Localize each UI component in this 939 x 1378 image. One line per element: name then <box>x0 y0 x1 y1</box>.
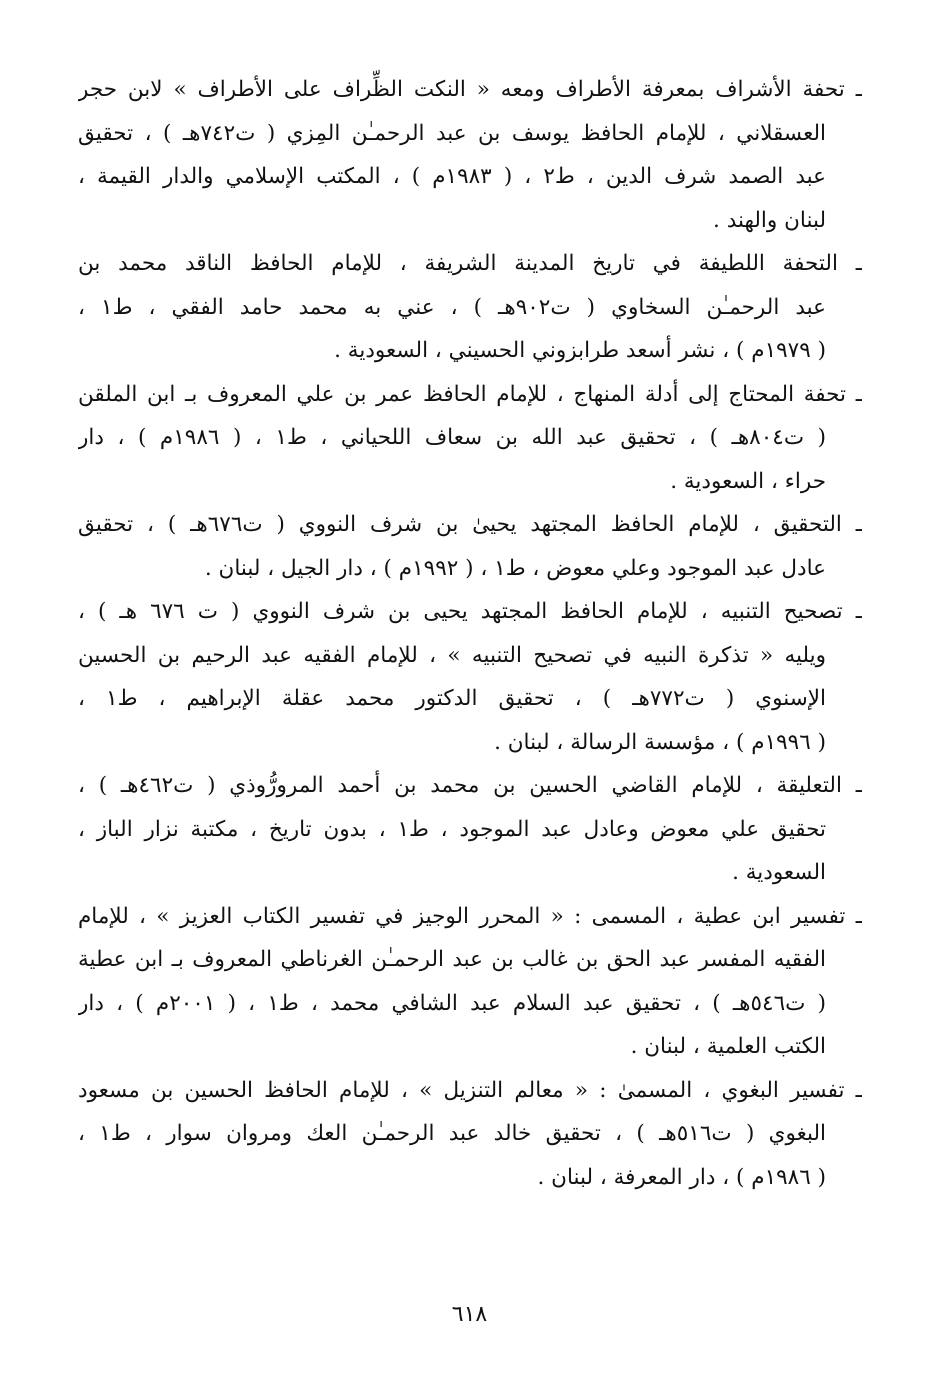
entry-title-line: ـ التحفة اللطيفة في تاريخ المدينة الشريفة ، للإمام الحافظ الناقد محمد بن <box>78 251 862 276</box>
entry-line: ( ت٥٤٦هـ ) ، تحقيق عبد السلام عبد الشافي محمد ، ط١ ، ( ٢٠٠١م ) ، دار <box>78 990 826 1016</box>
bibliography-entry <box>78 242 862 373</box>
bibliography-entry <box>78 503 862 590</box>
bibliography-list <box>78 68 862 1199</box>
entry-line: السعودية . <box>732 860 826 885</box>
entry-line: الكتب العلمية ، لبنان . <box>630 1034 826 1059</box>
entry-line: عادل عبد الموجود وعلي معوض ، ط١ ، ( ١٩٩٢م ) ، دار الجيل ، لبنان . <box>204 555 826 581</box>
entry-line: ويليه « تذكرة النبيه في تصحيح التنبيه » ، للإمام الفقيه عبد الرحيم بن الحسين <box>78 642 826 668</box>
entry-title-line: ـ تفسير البغوي ، المسمىٰ : « معالم التنزيل » ، للإمام الحافظ الحسين بن مسعود <box>78 1077 862 1103</box>
entry-title-line: ـ تفسير ابن عطية ، المسمى : « المحرر الوجيز في تفسير الكتاب العزيز » ، للإمام <box>78 903 862 929</box>
entry-title-line: ـ تحفة الأشراف بمعرفة الأطراف ومعه « النكت الظِّراف على الأطراف » لابن حجر <box>78 77 862 102</box>
bibliography-entry <box>78 68 862 242</box>
entry-line: الفقيه المفسر عبد الحق بن غالب بن عبد الرحمـٰن الغرناطي المعروف بـ ابن عطية <box>78 947 826 972</box>
bibliography-entry <box>78 590 862 764</box>
bibliography-entry <box>78 1069 862 1200</box>
bibliography-entry <box>78 764 862 895</box>
entry-title-line: ـ تصحيح التنبيه ، للإمام الحافظ المجتهد يحيى بن شرف النووي ( ت ٦٧٦ هـ ) ، <box>78 599 862 624</box>
entry-line: ( ١٩٧٩م ) ، نشر أسعد طرابزوني الحسيني ، السعودية . <box>334 338 826 363</box>
page-number: ٦١٨ <box>451 1302 488 1327</box>
entry-line: ( ت٨٠٤هـ ) ، تحقيق عبد الله بن سعاف اللحياني ، ط١ ، ( ١٩٨٦م ) ، دار <box>78 425 826 450</box>
entry-title-line: ـ التعليقة ، للإمام القاضي الحسين بن محمد بن أحمد المرورُّوذي ( ت٤٦٢هـ ) ، <box>78 773 862 798</box>
entry-line: الإسنوي ( ت٧٧٢هـ ) ، تحقيق الدكتور محمد عقلة الإبراهيم ، ط١ ، <box>78 686 826 711</box>
entry-line: تحقيق علي معوض وعادل عبد الموجود ، ط١ ، بدون تاريخ ، مكتبة نزار الباز ، <box>78 816 826 842</box>
entry-title-line: ـ تحفة المحتاج إلى أدلة المنهاج ، للإمام الحافظ عمر بن علي المعروف بـ ابن الملقن <box>78 381 862 407</box>
entry-line: العسقلاني ، للإمام الحافظ يوسف بن عبد الرحمـٰن المِزي ( ت٧٤٢هـ ) ، تحقيق <box>78 120 826 146</box>
entry-line: لبنان والهند . <box>713 207 826 233</box>
bibliography-entry <box>78 895 862 1069</box>
entry-line: البغوي ( ت٥١٦هـ ) ، تحقيق خالد عبد الرحمـٰن العك ومروان سوار ، ط١ ، <box>78 1121 826 1146</box>
entry-line: ( ١٩٨٦م ) ، دار المعرفة ، لبنان . <box>537 1164 826 1190</box>
entry-line: حراء ، السعودية . <box>670 468 826 494</box>
entry-title-line: ـ التحقيق ، للإمام الحافظ المجتهد يحيىٰ بن شرف النووي ( ت٦٧٦هـ ) ، تحقيق <box>78 512 862 537</box>
bibliography-entry <box>78 373 862 504</box>
entry-line: عبد الصمد شرف الدين ، ط٢ ، ( ١٩٨٣م ) ، المكتب الإسلامي والدار القيمة ، <box>78 164 826 189</box>
entry-line: ( ١٩٩٦م ) ، مؤسسة الرسالة ، لبنان . <box>494 729 826 755</box>
entry-line: عبد الرحمـٰن السخاوي ( ت٩٠٢هـ ) ، عني به محمد حامد الفقي ، ط١ ، <box>78 294 826 320</box>
